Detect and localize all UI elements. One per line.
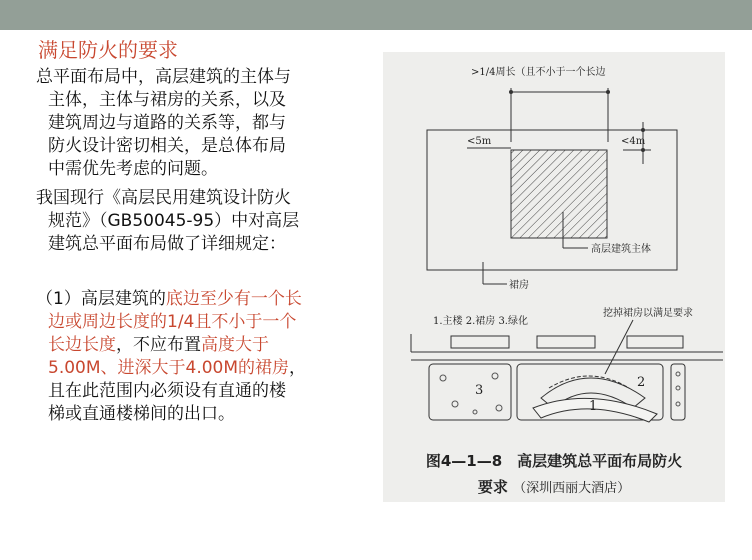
green-area — [429, 364, 511, 420]
tree-symbol — [676, 372, 680, 376]
left-dimension-label: <5m — [467, 136, 492, 147]
text-line: 长边长度，不应布置高度大于 — [48, 335, 269, 355]
figure-caption: 图4—1—8 高层建筑总平面布局防火 — [425, 452, 683, 470]
adjacent-building — [451, 336, 509, 348]
dimension-dot — [509, 90, 513, 94]
paragraph-overview — [36, 66, 366, 181]
text-line: 且在此范围内必须设有直通的楼 — [48, 381, 286, 401]
tree-symbol — [473, 410, 477, 414]
tree-symbol — [676, 402, 680, 406]
header-bar — [0, 0, 752, 30]
text-line: （1）高层建筑的底边至少有一个长 — [36, 289, 302, 309]
figure-caption-sub: 要求 （深圳西丽大酒店） — [477, 478, 631, 496]
body-text — [36, 66, 366, 432]
highlight-text: 长边长度 — [48, 335, 116, 355]
text-line: 中需优先考虑的问题。 — [48, 159, 218, 179]
dimension-dot — [641, 128, 645, 132]
paragraph-rule-1 — [36, 288, 366, 426]
tree-symbol — [676, 386, 680, 390]
highlight-text: 高度大于 — [201, 335, 269, 355]
slide-title: 满足防火的要求 — [38, 38, 178, 62]
tree-symbol — [492, 373, 498, 379]
tree-symbol — [452, 401, 458, 407]
adjacent-building — [627, 336, 683, 348]
leader-line — [605, 320, 633, 374]
site-plan-diagram — [383, 52, 725, 502]
highlight-text: 5.00M、进深大于4.00M的裙房 — [48, 358, 290, 378]
text-line: 总平面布局中，高层建筑的主体与 — [36, 67, 291, 87]
legend-text: 1.主楼 2.裙房 3.绿化 — [433, 316, 528, 327]
text-line: 防火设计密切相关，是总体布局 — [48, 136, 286, 156]
cut-podium-label: 挖掉裙房以满足要求 — [603, 308, 693, 319]
text-line: 我国现行《高层民用建筑设计防火 — [36, 188, 291, 208]
zone-1-label: 1 — [589, 399, 598, 414]
paragraph-regulation — [36, 187, 366, 256]
text-line: 建筑总平面布局做了详细规定： — [48, 234, 286, 254]
dimension-dot — [606, 90, 610, 94]
text-line: 规范》（GB50045-95）中对高层 — [48, 211, 300, 231]
text-line: 建筑周边与道路的关系等，都与 — [48, 113, 286, 133]
highlight-text: 边或周边长度的1/4且不小于一个 — [48, 312, 297, 332]
adjacent-building — [537, 336, 595, 348]
podium-label: 裙房 — [509, 280, 529, 291]
tree-symbol — [440, 375, 446, 381]
highlight-text: 底边至少有一个长 — [165, 289, 302, 309]
main-building-label: 高层建筑主体 — [591, 244, 651, 255]
right-dimension-label: <4m — [621, 136, 646, 147]
dimension-dot — [641, 148, 645, 152]
tree-symbol — [496, 405, 502, 411]
top-dimension-label: >1/4周长（且不小于一个长边 — [471, 67, 606, 78]
text-line: 5.00M、进深大于4.00M的裙房， — [48, 358, 307, 378]
text-line: 梯或直通楼梯间的出口。 — [48, 404, 235, 424]
zone-2-label: 2 — [637, 375, 646, 390]
site-plan-figure — [383, 52, 725, 502]
text-line: 主体，主体与裙房的关系，以及 — [48, 90, 286, 110]
zone-3-label: 3 — [475, 383, 484, 398]
main-building-block — [511, 150, 607, 238]
